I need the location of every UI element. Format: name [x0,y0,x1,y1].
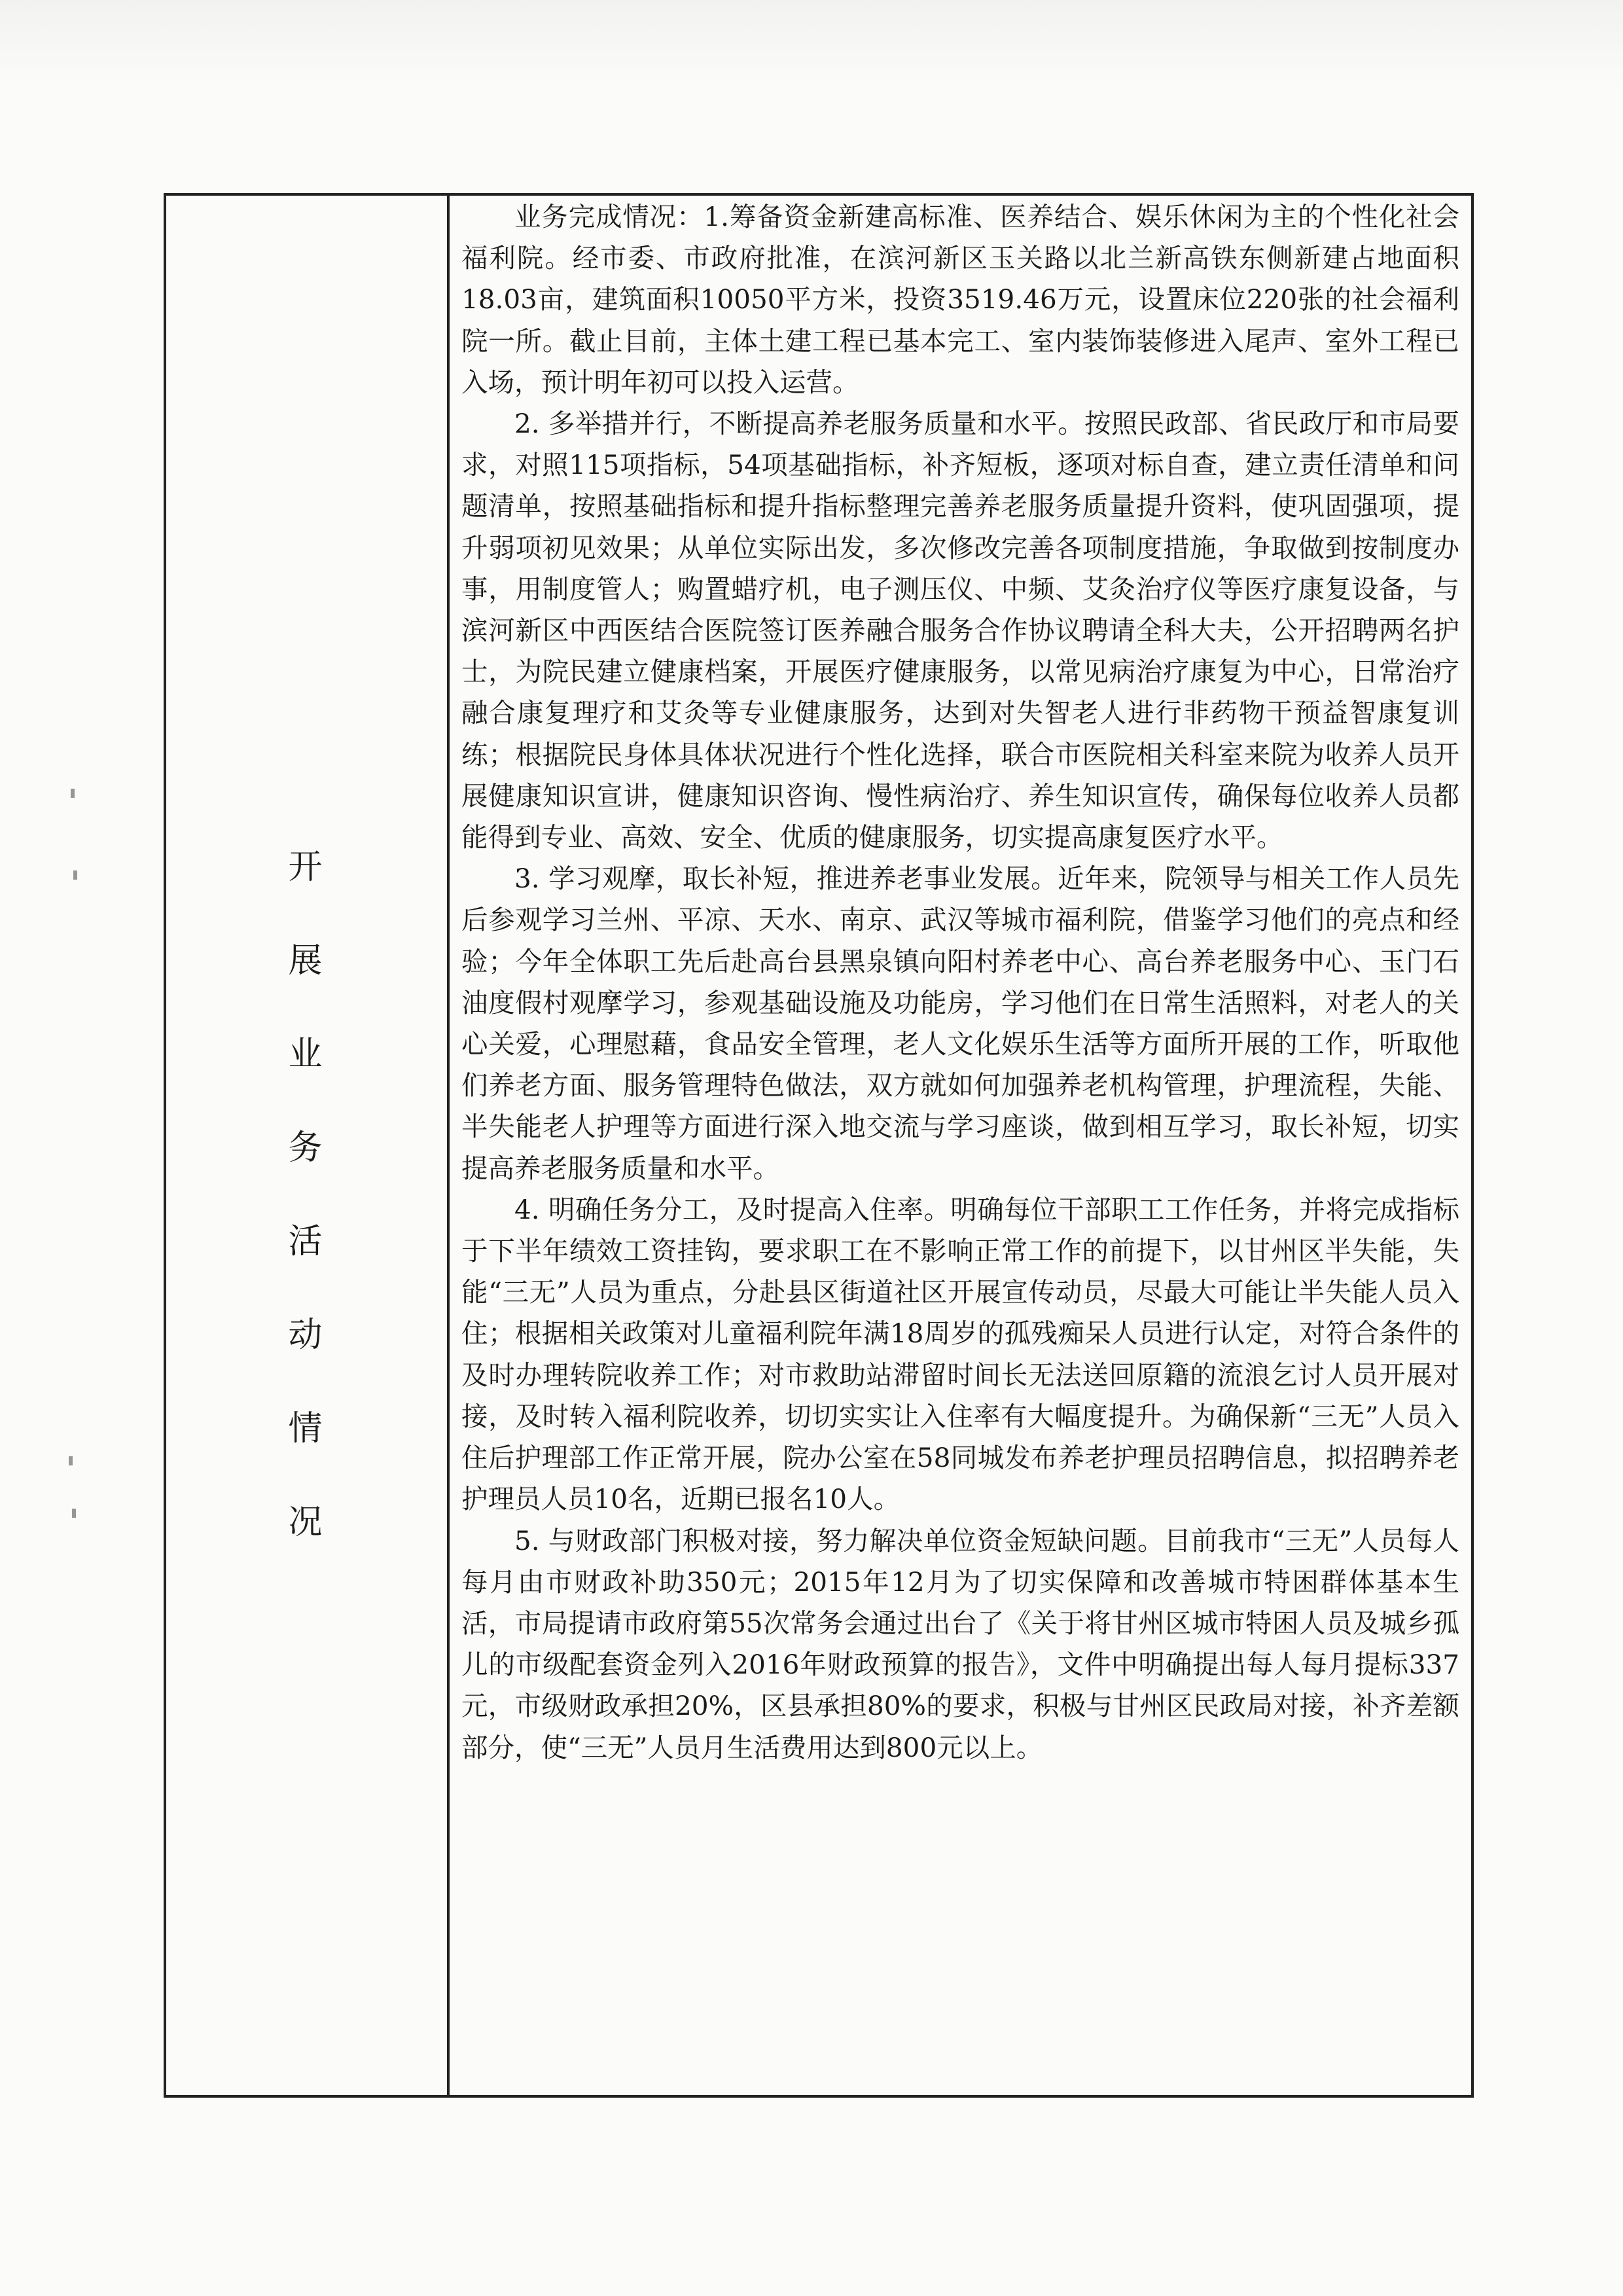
row-label-cell [164,193,447,2098]
scan-speck [73,870,77,880]
row-label-char: 活 [288,1222,323,1261]
row-label-char: 动 [288,1316,323,1355]
scan-speck [71,789,75,798]
row-label-char: 情 [288,1409,323,1448]
row-label-char: 况 [288,1503,323,1542]
row-label-char: 展 [288,941,323,980]
content-cell [461,196,1459,1768]
scan-speck [72,1509,76,1518]
paragraph-3: 3. 学习观摩，取长补短，推进养老事业发展。近年来，院领导与相关工作人员先后参观学习兰州、平凉、天水、南京、武汉等城市福利院，借鉴学习他们的亮点和经验；今年全体职工先后赴高台县黑泉镇向阳村养老中心、高台养老服务中心、玉门石油度假村观摩学习，参观基础设施及功能房，学习他们在日常生活照料，对老人的关心关爱，心理慰藉，食品安全管理，老人文化娱乐生活等方面所开展的工作，听取他们养老方面、服务管理特色做法，双方就如何加强养老机构管理，护理流程，失能、半失能老人护理等方面进行深入地交流与学习座谈，做到相互学习，取长补短，切实提高养老服务质量和水平。 [461,863,1459,1184]
row-label-char: 务 [288,1128,323,1168]
row-label-char: 开 [288,848,323,887]
row-label-char: 业 [288,1035,323,1074]
scan-shadow [0,0,1623,85]
paragraph-4: 4. 明确任务分工，及时提高入住率。明确每位干部职工工作任务，并将完成指标于下半年绩效工资挂钩，要求职工在不影响正常工作的前提下，以甘州区半失能，失能“三无”人员为重点，分赴县区街道社区开展宣传动员，尽最大可能让半失能人员入住；根据相关政策对儿童福利院年满18周岁的孤残痴呆人员进行认定，对符合条件的及时办理转院收养工作；对市救助站滞留时间长无法送回原籍的流浪乞讨人员开展对接，及时转入福利院收养，切切实实让入住率有大幅度提升。为确保新“三无”人员入住后护理部工作正常开展，院办公室在58同城发布养老护理员招聘信息，拟招聘养老护理员人员10名，近期已报名10人。 [461,1193,1459,1515]
scan-speck [69,1456,73,1465]
column-divider [447,193,450,2098]
paragraph-2: 2. 多举措并行，不断提高养老服务质量和水平。按照民政部、省民政厅和市局要求，对照115项指标，54项基础指标，补齐短板，逐项对标自查，建立责任清单和问题清单，按照基础指标和提升指标整理完善养老服务质量提升资料，使巩固强项，提升弱项初见效果；从单位实际出发，多次修改完善各项制度措施，争取做到按制度办事，用制度管人；购置蜡疗机，电子测压仪、中频、艾灸治疗仪等医疗康复设备，与滨河新区中西医结合医院签订医养融合服务合作协议聘请全科大夫，公开招聘两名护士，为院民建立健康档案，开展医疗健康服务，以常见病治疗康复为中心，日常治疗融合康复理疗和艾灸等专业健康服务，达到对失智老人进行非药物干预益智康复训练；根据院民身体具体状况进行个性化选择，联合市医院相关科室来院为收养人员开展健康知识宣讲，健康知识咨询、慢性病治疗、养生知识宣传，确保每位收养人员都能得到专业、高效、安全、优质的健康服务，切实提高康复医疗水平。 [461,408,1459,853]
paragraph-1: 业务完成情况：1.筹备资金新建高标准、医养结合、娱乐休闲为主的个性化社会福利院。经市委、市政府批准，在滨河新区玉关路以北兰新高铁东侧新建占地面积18.03亩，建筑面积10050平方米，投资3519.46万元，设置床位220张的社会福利院一所。截止目前，主体土建工程已基本完工、室内装饰装修进入尾声、室外工程已入场，预计明年初可以投入运营。 [461,201,1459,398]
paragraph-5: 5. 与财政部门积极对接，努力解决单位资金短缺问题。目前我市“三无”人员每人每月由市财政补助350元；2015年12月为了切实保障和改善城市特困群体基本生活，市局提请市政府第55次常务会通过出台了《关于将甘州区城市特困人员及城乡孤儿的市级配套资金列入2016年财政预算的报告》，文件中明确提出每人每月提标337元，市级财政承担20%，区县承担80%的要求，积极与甘州区民政局对接，补齐差额部分，使“三无”人员月生活费用达到800元以上。 [461,1524,1459,1763]
